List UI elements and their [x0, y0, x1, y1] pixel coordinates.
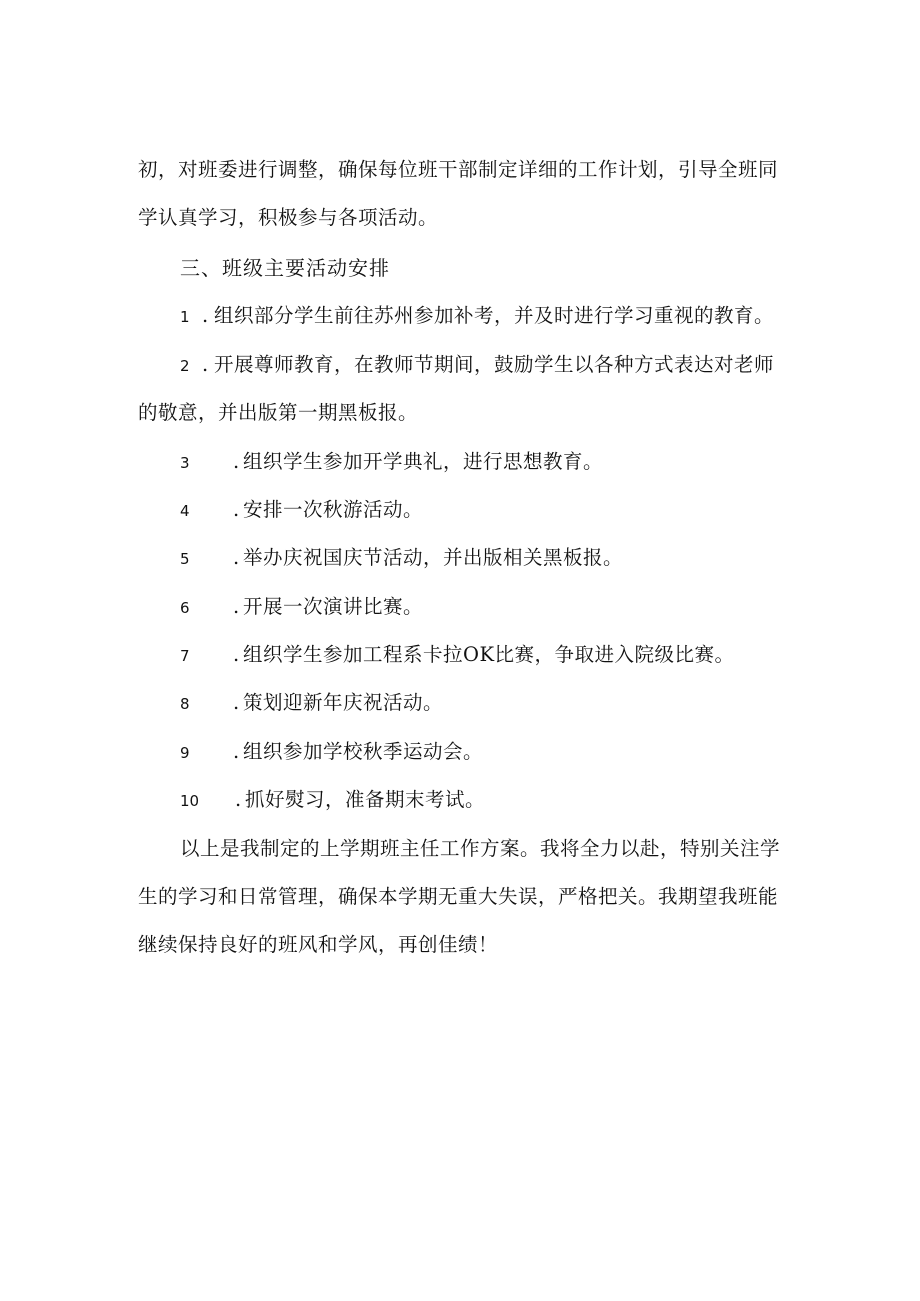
list-item-number: 7	[180, 647, 190, 665]
list-item-text: 组织学生参加工程系卡拉OK比赛，争取进入院级比赛。	[243, 643, 735, 666]
conclusion-line-1: 以上是我制定的上学期班主任工作方案。我将全力以赴，特别关注学	[180, 837, 781, 860]
list-item-dot: .	[233, 691, 240, 714]
list-item-dot: .	[202, 353, 209, 376]
list-item-dot: .	[233, 546, 240, 569]
list-item-number: 4	[180, 502, 190, 520]
list-item-number: 6	[180, 599, 190, 617]
list-item-dot: .	[233, 498, 240, 521]
list-item-text: 开展尊师教育，在教师节期间，鼓励学生以各种方式表达对老师	[214, 353, 775, 376]
intro-line-1: 初，对班委进行调整，确保每位班干部制定详细的工作计划，引导全班同	[138, 158, 779, 181]
conclusion-line-3: 继续保持良好的班风和学风，再创佳绩！	[138, 933, 499, 956]
list-item-text: 组织学生参加开学典礼，进行思想教育。	[243, 450, 604, 473]
list-item-number: 9	[180, 744, 190, 762]
list-item-number: 2	[180, 357, 190, 375]
list-item-dot: .	[233, 450, 240, 473]
list-item-text: 抓好熨习，准备期末考试。	[245, 788, 486, 811]
list-item-dot: .	[233, 740, 240, 763]
list-item-number: 8	[180, 695, 190, 713]
list-item-dot: .	[233, 643, 240, 666]
list-item-number: 3	[180, 454, 190, 472]
list-item-number: 1	[180, 308, 190, 326]
conclusion-line-2: 生的学习和日常管理，确保本学期无重大失误，严格把关。我期望我班能	[138, 885, 779, 908]
list-item-text: 组织参加学校秋季运动会。	[243, 740, 484, 763]
list-item-number: 10	[180, 792, 200, 810]
intro-line-2: 学认真学习，积极参与各项活动。	[138, 206, 439, 229]
list-item-text: 组织部分学生前往苏州参加补考，并及时进行学习重视的教育。	[214, 304, 775, 327]
list-item-text: 举办庆祝国庆节活动，并出版相关黑板报。	[243, 546, 624, 569]
section-heading: 三、班级主要活动安排	[180, 256, 390, 280]
list-item-continuation: 的敬意，并出版第一期黑板报。	[138, 401, 419, 424]
list-item-text: 开展一次演讲比赛。	[243, 595, 424, 618]
list-item-number: 5	[180, 550, 190, 568]
list-item-dot: .	[233, 595, 240, 618]
list-item-dot: .	[235, 788, 242, 811]
list-item-text: 安排一次秋游活动。	[243, 498, 424, 521]
list-item-text: 策划迎新年庆祝活动。	[243, 691, 444, 714]
list-item-dot: .	[202, 304, 209, 327]
